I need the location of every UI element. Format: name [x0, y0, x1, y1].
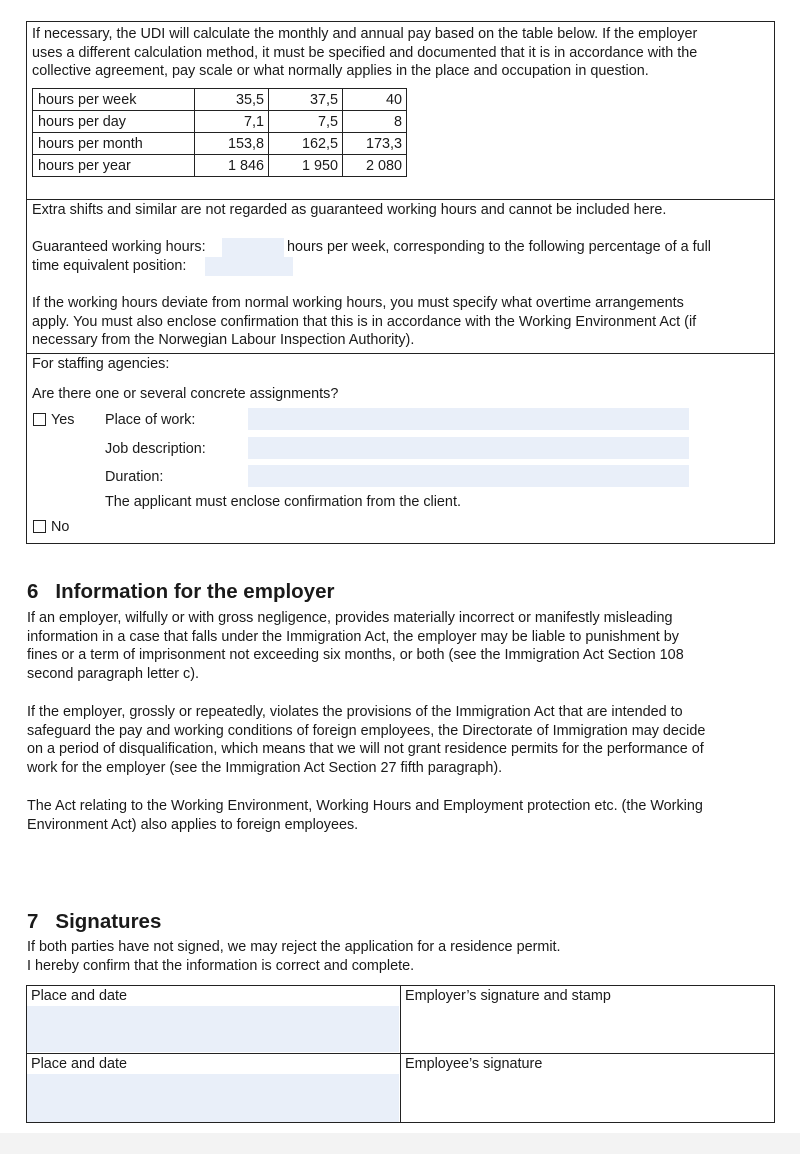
- employer-signature-label: Employer’s signature and stamp: [405, 988, 611, 1004]
- section-6-paragraph: [27, 609, 684, 683]
- duration-input[interactable]: [248, 465, 689, 487]
- yes-checkbox[interactable]: [33, 413, 46, 426]
- employer-place-date-input[interactable]: [27, 1006, 399, 1052]
- paragraph-line: safeguard the pay and working conditions of foreign employees, the Directorate of Immigration may decide: [27, 722, 706, 739]
- paragraph-line: work for the employer (see the Immigration Act Section 27 fifth paragraph).: [27, 759, 503, 776]
- overtime-note: [32, 294, 696, 350]
- no-checkbox[interactable]: [33, 520, 46, 533]
- guaranteed-hours-suffix: hours per week, corresponding to the following percentage of a full: [287, 239, 711, 255]
- table-cell: 7,5: [269, 111, 343, 133]
- section-6-paragraph: [27, 703, 705, 777]
- intro-line: uses a different calculation method, it must be specified and documented that it is in accordance with the: [32, 44, 698, 61]
- signature-grid-divider-vertical: [400, 985, 401, 1123]
- pay-calculation-intro: [32, 25, 697, 81]
- table-cell: 37,5: [269, 89, 343, 111]
- paragraph-line: second paragraph letter c).: [27, 665, 199, 682]
- row-label: hours per year: [33, 155, 195, 177]
- signature-intro-line: If both parties have not signed, we may reject the application for a residence permit.: [27, 939, 561, 955]
- place-of-work-input[interactable]: [248, 408, 689, 430]
- signature-grid-divider-horizontal: [26, 1053, 775, 1054]
- overtime-line: necessary from the Norwegian Labour Inspection Authority).: [32, 332, 415, 349]
- fte-label: time equivalent position:: [32, 258, 187, 274]
- section-title: Information for the employer: [55, 580, 335, 603]
- guaranteed-hours-input[interactable]: [222, 238, 284, 257]
- paragraph-line: fines or a term of imprisonment not exceeding six months, or both (see the Immigration Act Section 108: [27, 647, 684, 664]
- row-label: hours per day: [33, 111, 195, 133]
- table-cell: 35,5: [195, 89, 269, 111]
- section-number: 6: [27, 580, 39, 603]
- row-label: hours per month: [33, 133, 195, 155]
- extra-shifts-note: Extra shifts and similar are not regarded as guaranteed working hours and cannot be included here.: [32, 202, 667, 218]
- signature-intro-line: I hereby confirm that the information is correct and complete.: [27, 957, 415, 974]
- intro-line: If necessary, the UDI will calculate the monthly and annual pay based on the table below. If the employer: [32, 26, 698, 42]
- table-row: [33, 155, 407, 177]
- paragraph-line: Environment Act) also applies to foreign employees.: [27, 816, 359, 833]
- intro-line: collective agreement, pay scale or what normally applies in the place and occupation in question.: [32, 63, 649, 80]
- row-label: hours per week: [33, 89, 195, 111]
- signature-intro: [27, 938, 561, 975]
- table-cell: 40: [343, 89, 407, 111]
- employer-signature-area[interactable]: [402, 1006, 774, 1052]
- table-cell: 2 080: [343, 155, 407, 177]
- client-confirmation-note: The applicant must enclose confirmation from the client.: [105, 494, 461, 510]
- job-description-label: Job description:: [105, 441, 206, 457]
- employee-signature-label: Employee’s signature: [405, 1056, 543, 1072]
- section-7-heading: [27, 910, 161, 934]
- table-cell: 1 950: [269, 155, 343, 177]
- table-cell: 153,8: [195, 133, 269, 155]
- yes-label: Yes: [51, 412, 75, 428]
- employee-signature-area[interactable]: [402, 1074, 774, 1122]
- table-row: [33, 89, 407, 111]
- table-cell: 8: [343, 111, 407, 133]
- table-row: [33, 111, 407, 133]
- section-title: Signatures: [55, 910, 162, 933]
- overtime-line: apply. You must also enclose confirmation that this is in accordance with the Working Environment Act (if: [32, 313, 697, 330]
- table-row: [33, 133, 407, 155]
- table-cell: 1 846: [195, 155, 269, 177]
- table-cell: 7,1: [195, 111, 269, 133]
- paragraph-line: If an employer, wilfully or with gross negligence, provides materially incorrect or manifestly misleading: [27, 610, 673, 626]
- fte-percentage-input[interactable]: [205, 257, 293, 276]
- table-cell: 162,5: [269, 133, 343, 155]
- employee-place-date-input[interactable]: [27, 1074, 399, 1122]
- paragraph-line: on a period of disqualification, which means that we will not grant residence permits for the performance of: [27, 741, 704, 758]
- no-label: No: [51, 519, 70, 535]
- staffing-title: For staffing agencies:: [32, 356, 170, 372]
- section-6-heading: [27, 580, 334, 604]
- job-description-input[interactable]: [248, 437, 689, 459]
- duration-label: Duration:: [105, 469, 164, 485]
- overtime-line: If the working hours deviate from normal working hours, you must specify what overtime arrangements: [32, 295, 684, 311]
- assignments-question: Are there one or several concrete assignments?: [32, 386, 339, 402]
- place-of-work-label: Place of work:: [105, 412, 196, 428]
- guaranteed-hours-label: Guaranteed working hours:: [32, 239, 206, 255]
- paragraph-line: The Act relating to the Working Environment, Working Hours and Employment protection etc. (the Working: [27, 798, 703, 814]
- hours-table: [32, 88, 407, 177]
- employee-place-date-label: Place and date: [31, 1056, 128, 1072]
- paragraph-line: information in a case that falls under the Immigration Act, the employer may be liable to punishment by: [27, 628, 679, 645]
- employer-place-date-label: Place and date: [31, 988, 128, 1004]
- table-cell: 173,3: [343, 133, 407, 155]
- paragraph-line: If the employer, grossly or repeatedly, violates the provisions of the Immigration Act that are intended to: [27, 704, 683, 720]
- page-footer-strip: [0, 1133, 800, 1154]
- section-number: 7: [27, 910, 39, 933]
- section-6-paragraph: [27, 797, 703, 834]
